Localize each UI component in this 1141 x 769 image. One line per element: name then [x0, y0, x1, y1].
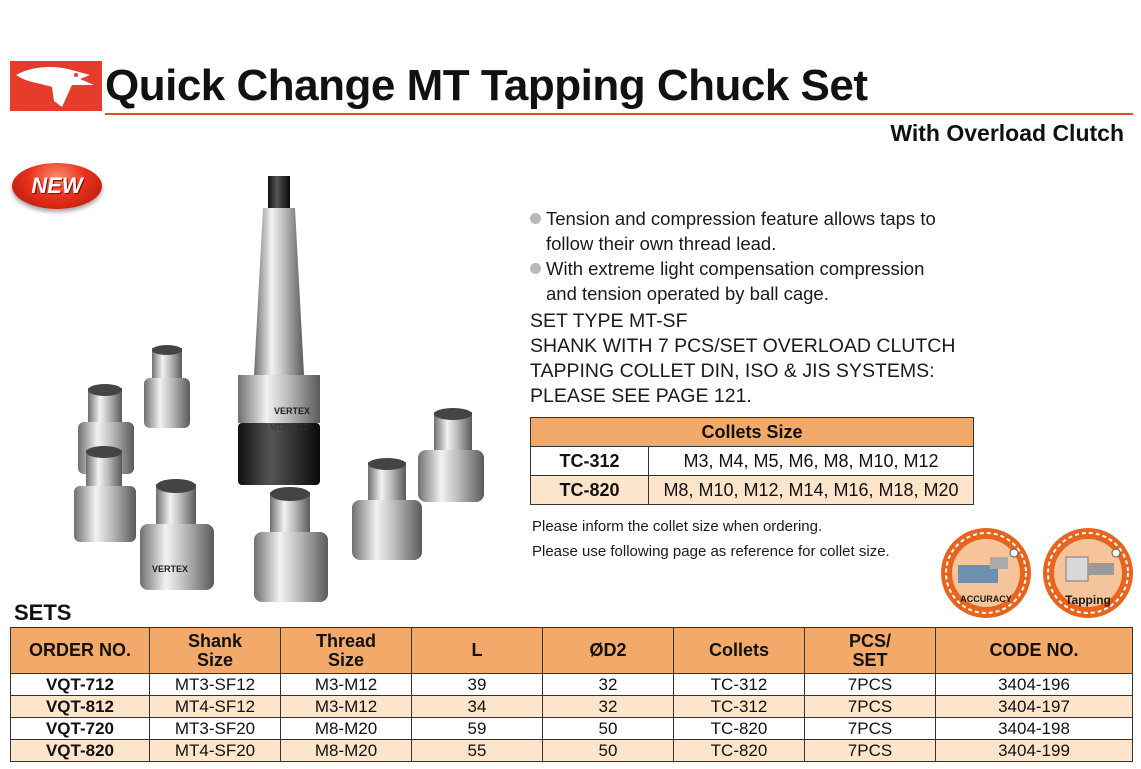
thread-size-cell: M8-M20 [281, 718, 412, 740]
collet-6 [352, 458, 422, 560]
l-cell: 55 [412, 740, 543, 762]
shank-model-label: MT2-SF12 [270, 423, 308, 432]
order-no-cell: VQT-712 [11, 674, 150, 696]
feature-item [530, 256, 980, 306]
column-header-d2: ØD2 [543, 628, 674, 674]
brand-logo [10, 61, 102, 111]
collet-sizes: M3, M4, M5, M6, M8, M10, M12 [649, 447, 974, 476]
collets-cell: TC-312 [674, 696, 805, 718]
table-row [11, 674, 1133, 696]
column-header-l: L [412, 628, 543, 674]
header-line: Thread [315, 630, 376, 651]
column-header-pcs-set [805, 628, 936, 674]
column-header-thread-size [281, 628, 412, 674]
new-badge-label: NEW [31, 173, 83, 198]
thread-size-cell: M3-M12 [281, 674, 412, 696]
shank-size-cell: MT3-SF20 [150, 718, 281, 740]
accuracy-badge-label: ACCURACY [960, 594, 1012, 604]
feature-text: follow their own thread lead. [546, 233, 777, 254]
column-header-code-no: CODE NO. [936, 628, 1133, 674]
d2-cell: 50 [543, 740, 674, 762]
pcs-cell: 7PCS [805, 674, 936, 696]
sets-table [10, 627, 1133, 762]
header-line: Size [327, 649, 365, 670]
d2-cell: 32 [543, 696, 674, 718]
collet-code: TC-312 [531, 447, 649, 476]
l-cell: 39 [412, 674, 543, 696]
collets-cell: TC-820 [674, 740, 805, 762]
order-no-cell: VQT-720 [11, 718, 150, 740]
shank-size-cell: MT4-SF20 [150, 740, 281, 762]
bullet-icon [530, 213, 541, 224]
code-no-cell: 3404-198 [936, 718, 1133, 740]
page-subtitle: With Overload Clutch [890, 120, 1124, 146]
thread-size-cell: M3-M12 [281, 696, 412, 718]
order-no-cell: VQT-812 [11, 696, 150, 718]
thread-size-cell: M8-M20 [281, 740, 412, 762]
ordering-notes [532, 514, 890, 564]
column-header-collets: Collets [674, 628, 805, 674]
shank-brand-label: VERTEX [274, 406, 311, 416]
set-type-line: SHANK WITH 7 PCS/SET OVERLOAD CLUTCH [530, 335, 956, 357]
table-row [531, 447, 974, 476]
sets-title: SETS [14, 600, 72, 625]
set-type-line: SET TYPE MT-SF [530, 310, 688, 332]
pcs-cell: 7PCS [805, 696, 936, 718]
feature-text: Tension and compression feature allows taps to [546, 208, 936, 229]
collet-1 [144, 345, 190, 428]
title-divider [105, 113, 1133, 115]
tapping-badge-label: Tapping [1065, 593, 1111, 607]
collet-sizes: M8, M10, M12, M14, M16, M18, M20 [649, 476, 974, 505]
collets-size-header: Collets Size [531, 418, 974, 447]
page-title: Quick Change MT Tapping Chuck Set [105, 61, 868, 110]
collets-cell: TC-312 [674, 674, 805, 696]
set-type-description [530, 309, 955, 409]
note-line: Please use following page as reference for collet size. [532, 543, 890, 560]
feature-list [530, 206, 980, 306]
feature-item [530, 206, 980, 256]
d2-cell: 32 [543, 674, 674, 696]
pcs-cell: 7PCS [805, 740, 936, 762]
collet-7 [418, 408, 484, 502]
set-type-line: PLEASE SEE PAGE 121. [530, 385, 752, 407]
d2-cell: 50 [543, 718, 674, 740]
collets-size-table [530, 417, 974, 505]
collet-4 [140, 479, 214, 590]
code-no-cell: 3404-196 [936, 674, 1133, 696]
collet-code: TC-820 [531, 476, 649, 505]
column-header-shank-size [150, 628, 281, 674]
tapping-badge [1042, 527, 1134, 619]
sets-header-row [11, 628, 1133, 674]
note-line: Please inform the collet size when ordering. [532, 518, 823, 535]
header-line: Size [196, 649, 234, 670]
collet-brand-label: VERTEX [152, 564, 189, 574]
l-cell: 34 [412, 696, 543, 718]
shank-size-cell: MT3-SF12 [150, 674, 281, 696]
code-no-cell: 3404-197 [936, 696, 1133, 718]
table-row [11, 696, 1133, 718]
header-line: PCS/ [848, 630, 891, 651]
product-photo [60, 160, 500, 610]
bullet-icon [530, 263, 541, 274]
feature-text: With extreme light compensation compression [546, 258, 925, 279]
order-no-cell: VQT-820 [11, 740, 150, 762]
set-type-line: TAPPING COLLET DIN, ISO & JIS SYSTEMS: [530, 360, 935, 382]
l-cell: 59 [412, 718, 543, 740]
pcs-cell: 7PCS [805, 718, 936, 740]
table-row [531, 476, 974, 505]
table-row [11, 718, 1133, 740]
collet-5 [254, 487, 328, 602]
eagle-logo-icon [10, 61, 102, 111]
column-header-order-no: ORDER NO. [11, 628, 150, 674]
feature-text: and tension operated by ball cage. [546, 283, 829, 304]
table-row [11, 740, 1133, 762]
code-no-cell: 3404-199 [936, 740, 1133, 762]
collets-cell: TC-820 [674, 718, 805, 740]
header-line: Shank [187, 630, 243, 651]
header-line: SET [852, 649, 888, 670]
tapping-chuck-shank [238, 176, 320, 485]
tap-tool-icon [1066, 557, 1088, 581]
accuracy-badge [940, 527, 1032, 619]
shank-size-cell: MT4-SF12 [150, 696, 281, 718]
